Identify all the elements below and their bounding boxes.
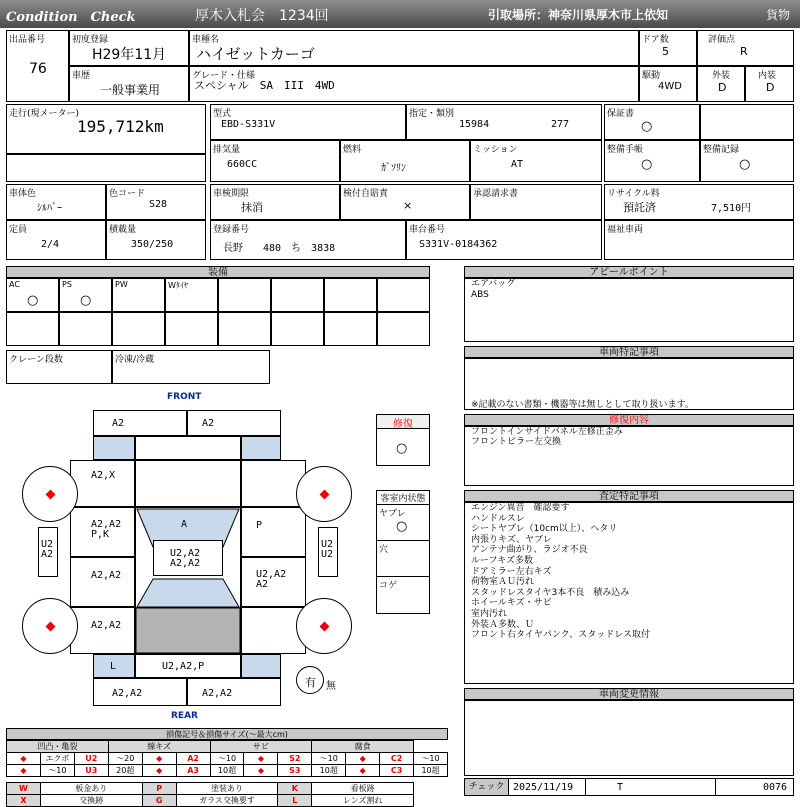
equipment-cell	[324, 312, 377, 346]
special-note: ※記載のない書類・機器等は無しとして取り扱います。	[471, 400, 694, 410]
inspection-note-line: フロント右タイヤパンク、スタッドレス取付	[471, 630, 651, 641]
warranty-blank	[700, 104, 794, 140]
repair-content-title: 修復内容	[464, 414, 794, 426]
roof-text: U2,A2 A2,A2	[170, 548, 201, 569]
front-left-fender-text: A2,X	[91, 470, 116, 481]
spare-tire-no: 無	[326, 681, 336, 692]
recycle-label: リサイクル料	[607, 189, 660, 199]
left-door-2-text: A2,A2	[91, 570, 122, 581]
equipment-cell	[6, 312, 59, 346]
rear-glass	[137, 579, 239, 607]
legend-marker: ◆	[244, 765, 278, 777]
grade: スペシャル SA III 4WD	[194, 79, 335, 92]
rear-label: REAR	[171, 711, 198, 721]
cabin-ana	[377, 541, 429, 577]
name-cell	[189, 30, 639, 66]
legend-marker: ◆	[244, 753, 278, 765]
rear-right-lamp	[241, 654, 281, 678]
legend-row	[7, 753, 448, 765]
score: R	[740, 45, 748, 58]
left-quarter	[70, 607, 135, 654]
class-number: 277	[551, 119, 570, 130]
inspection-note-line: ホイールキズ・サビ	[471, 598, 552, 609]
displacement-cell	[210, 140, 340, 182]
wheel-front-right	[296, 466, 352, 522]
equipment-label: Wﾀｲﾔ	[168, 281, 188, 290]
repair-box-value: ○	[396, 441, 408, 456]
legend-marker: ◆	[346, 753, 380, 765]
history-label: 車歴	[72, 71, 91, 81]
spare-tire-yes: 有	[305, 676, 316, 689]
equipment-cell	[165, 312, 218, 346]
inspection-note-line: 室内汚れ	[471, 608, 508, 619]
first-reg-label: 初度登録	[72, 35, 109, 45]
color-code: S28	[149, 199, 168, 210]
cabin-yabure-value: ○	[396, 519, 408, 534]
equipment-value: ○	[27, 293, 39, 308]
fuel-cell	[340, 140, 470, 182]
manual-label: 整備手帳	[607, 145, 644, 155]
wheel-damage-marker	[320, 622, 330, 632]
lot-number: 76	[29, 61, 47, 77]
legend-size: ～10	[312, 753, 346, 765]
right-step-text: U2 U2	[321, 539, 334, 560]
wheel-rear-right	[296, 598, 352, 654]
history: 一般事業用	[100, 83, 161, 97]
legend-size: 10超	[210, 765, 244, 777]
legend-code-value: 交換跡	[40, 795, 142, 807]
pickup-location: 引取場所：神奈川県厚木市上依知	[488, 8, 669, 22]
equipment-cell	[271, 312, 324, 346]
tax: ×	[403, 199, 413, 212]
welfare-cell	[604, 220, 794, 260]
inspection-note-line: スタッドレスタイヤ3本不良 積み込み	[471, 587, 630, 598]
inspection-note-line: 荷物室ＡＵ汚れ	[471, 577, 535, 588]
freezer-cell	[112, 350, 270, 384]
legend-grid	[6, 740, 448, 807]
special-title: 車両特記事項	[464, 346, 794, 358]
color-code-cell	[106, 184, 206, 220]
legend-code: U3	[74, 765, 108, 777]
legend-size: ～20	[108, 753, 142, 765]
change-info-panel	[464, 700, 794, 776]
check-label: チェック	[465, 779, 509, 795]
cabin-koge-label: コゲ	[379, 581, 398, 591]
repair-content-panel	[464, 426, 794, 486]
cargo-floor	[136, 608, 240, 653]
inspection-cell	[210, 184, 340, 220]
lot-cell	[6, 30, 69, 102]
capacity-cell	[6, 220, 106, 260]
chassis-cell	[406, 220, 602, 260]
front-bumper-right	[187, 410, 281, 436]
special-panel	[464, 358, 794, 410]
right-step	[318, 527, 338, 577]
legend-group: 腐食	[312, 741, 414, 753]
crane-cell	[6, 350, 112, 384]
left-door-1-text: A2,A2 P,K	[91, 519, 122, 540]
model-cell	[210, 104, 406, 140]
history-cell	[69, 66, 189, 102]
front-label: FRONT	[167, 392, 202, 402]
repair-box	[376, 414, 430, 466]
legend-code-value: 看板跡	[312, 783, 414, 795]
score-label: 評価点	[708, 35, 736, 45]
left-door-1	[70, 507, 135, 557]
change-info-title: 車両変更情報	[464, 688, 794, 700]
equipment-cell	[218, 278, 271, 312]
legend-code: A2	[176, 753, 210, 765]
legend-table	[6, 740, 448, 807]
equipment-cell	[6, 278, 59, 312]
legend-code-value: レンズ割れ	[312, 795, 414, 807]
inspection-notes-list	[471, 503, 650, 641]
inspection-note-line: 外装Ａ多数、Ｕ	[471, 619, 535, 630]
legend-code: A3	[176, 765, 210, 777]
tax-label: 検付自賠責	[343, 189, 389, 199]
repair-list	[471, 427, 623, 447]
color-code-label: 色コード	[109, 189, 146, 199]
legend-code-key: G	[142, 795, 176, 807]
front-left-fender	[70, 460, 135, 507]
mileage: 195,712km	[77, 117, 164, 136]
front-right-lamp	[241, 436, 281, 460]
rear-bumper-left-text: A2,A2	[112, 688, 143, 699]
grade-cell	[189, 66, 639, 102]
back-door-text: U2,A2,P	[162, 661, 205, 672]
fuel-label: 燃料	[343, 145, 362, 155]
legend-marker: ◆	[142, 765, 176, 777]
drive-label: 駆動	[642, 71, 661, 81]
designation: 15984	[459, 119, 490, 130]
appeal-list	[471, 279, 515, 301]
load-label: 積載量	[109, 225, 137, 235]
crane-label: クレーン段数	[9, 355, 63, 365]
repair-line: フロントインサイドパネル左修正歪み	[471, 427, 623, 437]
legend-row	[7, 765, 448, 777]
reg-no-label: 登録番号	[213, 225, 250, 235]
legend-marker: ◆	[142, 753, 176, 765]
legend-group: サビ	[210, 741, 312, 753]
name-label: 車種名	[192, 35, 220, 45]
grade-label: グレード・仕様	[192, 71, 256, 81]
windshield-text: A	[181, 519, 188, 530]
windows-svg	[135, 507, 241, 654]
cabin-yabure	[377, 505, 429, 541]
mission-label: ミッション	[473, 145, 518, 155]
left-door-2	[70, 557, 135, 607]
welfare-label: 福祉車両	[607, 225, 644, 235]
warranty: ○	[641, 119, 653, 134]
check-date: 2025/11/19	[513, 782, 574, 793]
approval-cell	[470, 184, 602, 220]
reg-no: 長野 480 ち 3838	[223, 243, 336, 254]
footer-divider	[715, 779, 716, 795]
legend-marker: ◆	[7, 765, 41, 777]
recycle-cell	[604, 184, 794, 220]
mission: AT	[511, 159, 524, 170]
legend-code: S2	[278, 753, 312, 765]
footer-check-row	[464, 778, 794, 796]
vehicle-category: 貨物	[766, 8, 791, 22]
header-bar	[0, 0, 800, 28]
cabin-koge	[377, 577, 429, 613]
warranty-label: 保証書	[607, 109, 635, 119]
front-panel	[135, 460, 241, 507]
inspection-note-line: ハンドルスレ	[471, 513, 525, 524]
displacement-label: 排気量	[213, 145, 241, 155]
score-cell	[697, 30, 794, 66]
legend-code: S3	[278, 765, 312, 777]
rear-bumper-right-text: A2,A2	[202, 688, 233, 699]
footer-divider	[585, 779, 586, 795]
auction-name: 厚木入札会 1234回	[195, 8, 329, 24]
legend-group: 凹凸・亀裂	[7, 741, 109, 753]
inspection-notes-panel	[464, 502, 794, 684]
warranty-cell	[604, 104, 700, 140]
int-grade: D	[766, 81, 775, 94]
repair-box-title: 修復	[377, 415, 429, 429]
check-number: 0076	[763, 782, 788, 793]
rear-left-lamp-text: L	[110, 661, 117, 672]
legend-title: 損傷記号＆損傷サイズ(～最大cm)	[6, 728, 448, 740]
roof	[153, 540, 223, 576]
hood	[135, 436, 241, 460]
int-cell	[745, 66, 794, 102]
spare-tire-circle	[296, 666, 324, 694]
left-step-text: U2 A2	[41, 539, 54, 560]
legend-code-value: 板金あり	[40, 783, 142, 795]
mileage-label: 走行(現メーター)	[9, 109, 80, 119]
fuel: ｶﾞｿﾘﾝ	[381, 163, 406, 174]
lot-label: 出品番号	[9, 35, 46, 45]
freezer-label: 冷凍/冷蔵	[115, 355, 155, 365]
rear-bumper-right	[187, 678, 281, 706]
legend-code: C2	[380, 753, 414, 765]
inspection-note-line: ルーフキズ多数	[471, 555, 534, 566]
legend-size: ～10	[210, 753, 244, 765]
equipment-title: 装備	[6, 266, 430, 278]
legend-code-row	[7, 783, 448, 795]
legend-code-row	[7, 795, 448, 807]
legend-header-row	[7, 741, 448, 753]
inspection-notes-title: 査定特記事項	[464, 490, 794, 502]
legend-code-key: X	[7, 795, 41, 807]
equipment-cell	[112, 278, 165, 312]
first-reg-cell	[69, 30, 189, 66]
inspection-note-line: エンジン異音 確認要す	[471, 503, 570, 513]
record-label: 整備記録	[703, 145, 740, 155]
color-label: 車体色	[9, 189, 37, 199]
legend-group: 線キズ	[108, 741, 210, 753]
inspection-note-line: ドアミラー左右キズ	[471, 566, 552, 577]
manual-cell	[604, 140, 700, 182]
color: ｼﾙﾊﾞｰ	[37, 203, 62, 214]
appeal-panel	[464, 278, 794, 342]
inspection-label: 車検期限	[213, 189, 250, 199]
wheel-front-left	[22, 466, 78, 522]
load-cell	[106, 220, 206, 260]
appeal-line: エアバッグ	[471, 279, 516, 289]
cabin-ana-label: 穴	[379, 545, 389, 555]
wheel-damage-marker	[46, 490, 56, 500]
inspection-note-line: アンテナ曲がり、ラジオ不良	[471, 545, 588, 556]
chassis-label: 車台番号	[409, 225, 446, 235]
int-label: 内装	[758, 71, 777, 81]
left-step	[38, 527, 58, 577]
equipment-label: PW	[115, 280, 128, 289]
legend-code: C3	[380, 765, 414, 777]
cabin-title: 客室内状態	[377, 491, 429, 505]
record-cell	[700, 140, 794, 182]
mileage-blank	[6, 154, 206, 182]
mission-cell	[470, 140, 602, 182]
legend-cell: エクボ	[40, 753, 74, 765]
record: ○	[739, 157, 751, 172]
approval-label: 承認請求書	[473, 189, 519, 199]
legend-code-key: L	[278, 795, 312, 807]
ext-label: 外装	[712, 71, 731, 81]
designation-label: 指定・類別	[409, 109, 455, 119]
equipment-cell	[271, 278, 324, 312]
right-door-1	[241, 507, 306, 557]
front-left-lamp	[93, 436, 135, 460]
legend-code-value: ガラス交換要す	[176, 795, 278, 807]
appeal-line: ABS	[471, 290, 489, 300]
legend-size: ～10	[414, 753, 448, 765]
cabin-box	[376, 490, 430, 614]
equipment-cell	[377, 278, 430, 312]
capacity-label: 定員	[9, 225, 28, 235]
manual: ○	[641, 157, 653, 172]
legend-code-key: W	[7, 783, 41, 795]
legend-size: 10超	[312, 765, 346, 777]
designation-cell	[406, 104, 602, 140]
left-quarter-text: A2,A2	[91, 620, 122, 631]
legend-code: U2	[74, 753, 108, 765]
rear-bumper-left	[93, 678, 187, 706]
chassis: S331V-0184362	[419, 239, 498, 250]
header-title: Condition Check	[6, 10, 136, 25]
legend-size: 20超	[108, 765, 142, 777]
equipment-cell	[165, 278, 218, 312]
drive-cell	[639, 66, 697, 102]
load: 350/250	[131, 239, 174, 250]
equipment-value: ○	[80, 293, 92, 308]
front-bumper-left	[93, 410, 187, 436]
appeal-title: アピールポイント	[464, 266, 794, 278]
first-reg: H29年11月	[92, 47, 167, 63]
doors-label: ドア数	[642, 35, 669, 45]
right-door-2-text: U2,A2 A2	[256, 569, 287, 590]
mileage-cell	[6, 104, 206, 154]
equipment-cell	[324, 278, 377, 312]
ext-cell	[697, 66, 745, 102]
inspection-note-line: シートヤブレ（10cm以上）、ヘタリ	[471, 524, 618, 535]
equipment-label: PS	[62, 280, 72, 289]
ext-grade: D	[718, 81, 727, 94]
legend-marker: ◆	[7, 753, 41, 765]
inspection: 抹消	[241, 201, 263, 214]
drive: 4WD	[658, 81, 682, 92]
legend-code-value: 塗装あり	[176, 783, 278, 795]
model-label: 型式	[213, 109, 232, 119]
equipment-cell	[59, 278, 112, 312]
right-door-2	[241, 557, 306, 607]
legend-code-key: P	[142, 783, 176, 795]
doors: 5	[662, 45, 669, 58]
legend-marker: ◆	[346, 765, 380, 777]
equipment-cell	[59, 312, 112, 346]
equipment-cell	[218, 312, 271, 346]
capacity: 2/4	[41, 239, 60, 250]
color-cell	[6, 184, 106, 220]
right-door-1-text: P	[256, 520, 263, 531]
legend-code-key: K	[278, 783, 312, 795]
recycle-status: 預託済	[623, 201, 656, 214]
wheel-rear-left	[22, 598, 78, 654]
wheel-damage-marker	[320, 490, 330, 500]
front-bumper-right-text: A2	[202, 418, 215, 429]
front-bumper-left-text: A2	[112, 418, 125, 429]
model: EBD-S331V	[221, 119, 276, 130]
back-door	[135, 654, 241, 678]
vehicle-name: ハイゼットカーゴ	[196, 45, 315, 63]
rear-left-lamp	[93, 654, 135, 678]
cabin-yabure-label: ヤブレ	[379, 509, 406, 519]
equipment-cell	[377, 312, 430, 346]
wheel-damage-marker	[46, 622, 56, 632]
legend-size: 10超	[414, 765, 448, 777]
tax-cell	[340, 184, 470, 220]
repair-line: フロントピラー左交換	[471, 437, 562, 447]
inspection-note-line: 内張りキズ、ヤブレ	[471, 534, 552, 545]
equipment-cell	[112, 312, 165, 346]
legend-cell: ～10	[40, 765, 74, 777]
reg-no-cell	[210, 220, 406, 260]
equipment-label: AC	[9, 280, 20, 289]
displacement: 660CC	[227, 159, 258, 170]
doors-cell	[639, 30, 697, 66]
check-t: T	[617, 782, 624, 793]
recycle-fee: 7,510円	[711, 203, 752, 214]
